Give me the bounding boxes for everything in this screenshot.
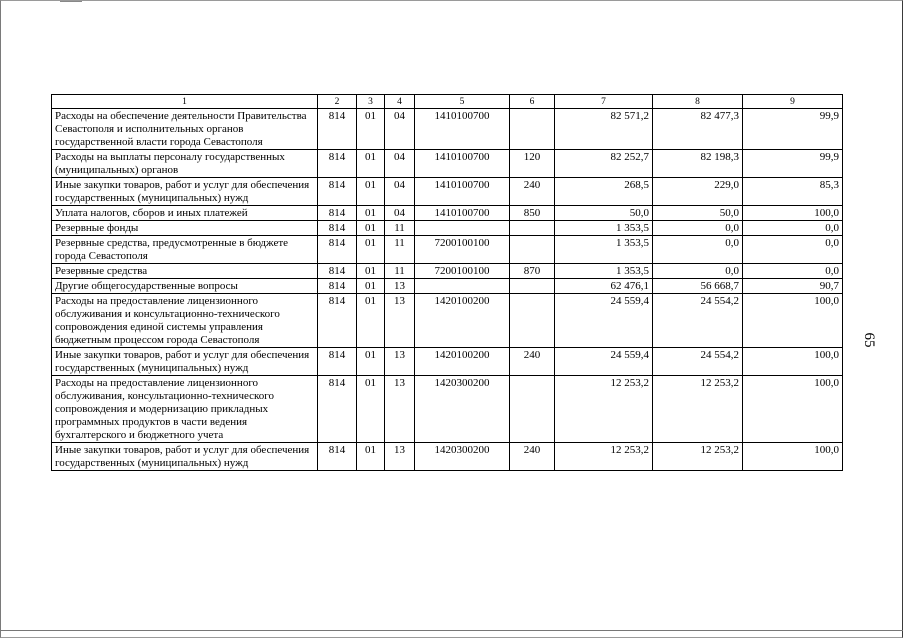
department-code-cell: 814 (318, 376, 357, 443)
planned-amount-cell: 1 353,5 (555, 221, 653, 236)
actual-amount-cell: 0,0 (653, 236, 743, 264)
execution-percent-cell: 100,0 (743, 206, 843, 221)
planned-amount-cell: 1 353,5 (555, 236, 653, 264)
table-row (52, 221, 843, 236)
expense-type-cell: 120 (510, 150, 555, 178)
target-article-cell: 7200100100 (415, 264, 510, 279)
actual-amount-cell: 12 253,2 (653, 376, 743, 443)
column-header: 4 (385, 95, 415, 109)
department-code-cell: 814 (318, 150, 357, 178)
section-code-cell: 01 (357, 178, 385, 206)
section-code-cell: 01 (357, 443, 385, 471)
section-code-cell: 01 (357, 236, 385, 264)
table-row (52, 348, 843, 376)
subsection-code-cell: 13 (385, 279, 415, 294)
target-article-cell: 1410100700 (415, 150, 510, 178)
subsection-code-cell: 13 (385, 376, 415, 443)
department-code-cell: 814 (318, 348, 357, 376)
department-code-cell: 814 (318, 109, 357, 150)
planned-amount-cell: 24 559,4 (555, 348, 653, 376)
section-code-cell: 01 (357, 294, 385, 348)
column-header: 2 (318, 95, 357, 109)
table-row (52, 376, 843, 443)
execution-percent-cell: 90,7 (743, 279, 843, 294)
target-article-cell: 1420100200 (415, 348, 510, 376)
column-header: 8 (653, 95, 743, 109)
table-header-row (52, 95, 843, 109)
execution-percent-cell: 85,3 (743, 178, 843, 206)
page-number: 65 (861, 332, 877, 348)
planned-amount-cell: 82 571,2 (555, 109, 653, 150)
table-row (52, 264, 843, 279)
department-code-cell: 814 (318, 264, 357, 279)
department-code-cell: 814 (318, 178, 357, 206)
column-header: 5 (415, 95, 510, 109)
planned-amount-cell: 12 253,2 (555, 443, 653, 471)
section-code-cell: 01 (357, 109, 385, 150)
actual-amount-cell: 56 668,7 (653, 279, 743, 294)
column-header: 7 (555, 95, 653, 109)
budget-table (51, 94, 843, 471)
section-code-cell: 01 (357, 279, 385, 294)
scan-mark (60, 1, 82, 2)
expense-type-cell (510, 109, 555, 150)
target-article-cell: 7200100100 (415, 236, 510, 264)
expense-type-cell (510, 221, 555, 236)
actual-amount-cell: 82 477,3 (653, 109, 743, 150)
expense-type-cell (510, 279, 555, 294)
column-header: 9 (743, 95, 843, 109)
table-row (52, 109, 843, 150)
target-article-cell: 1420100200 (415, 294, 510, 348)
expense-name-cell: Резервные фонды (52, 221, 318, 236)
planned-amount-cell: 12 253,2 (555, 376, 653, 443)
execution-percent-cell: 0,0 (743, 236, 843, 264)
actual-amount-cell: 0,0 (653, 221, 743, 236)
subsection-code-cell: 13 (385, 348, 415, 376)
subsection-code-cell: 11 (385, 264, 415, 279)
target-article-cell: 1410100700 (415, 206, 510, 221)
execution-percent-cell: 100,0 (743, 376, 843, 443)
section-code-cell: 01 (357, 264, 385, 279)
section-code-cell: 01 (357, 221, 385, 236)
table-row (52, 443, 843, 471)
table-row (52, 206, 843, 221)
actual-amount-cell: 229,0 (653, 178, 743, 206)
planned-amount-cell: 50,0 (555, 206, 653, 221)
target-article-cell: 1410100700 (415, 178, 510, 206)
expense-type-cell: 240 (510, 443, 555, 471)
expense-name-cell: Резервные средства, предусмотренные в бюджете города Севастополя (52, 236, 318, 264)
column-header: 1 (52, 95, 318, 109)
subsection-code-cell: 11 (385, 221, 415, 236)
table-row (52, 150, 843, 178)
expense-name-cell: Расходы на предоставление лицензионного обслуживания и консультационно-технического сопровождения единой системы управления бюджетным процессом города Севастополя (52, 294, 318, 348)
subsection-code-cell: 11 (385, 236, 415, 264)
table-body (52, 109, 843, 471)
subsection-code-cell: 13 (385, 443, 415, 471)
expense-type-cell (510, 236, 555, 264)
expense-name-cell: Другие общегосударственные вопросы (52, 279, 318, 294)
table-row (52, 279, 843, 294)
subsection-code-cell: 04 (385, 178, 415, 206)
actual-amount-cell: 50,0 (653, 206, 743, 221)
expense-name-cell: Иные закупки товаров, работ и услуг для обеспечения государственных (муниципальных) нужд (52, 443, 318, 471)
expense-type-cell (510, 376, 555, 443)
department-code-cell: 814 (318, 443, 357, 471)
department-code-cell: 814 (318, 206, 357, 221)
planned-amount-cell: 24 559,4 (555, 294, 653, 348)
section-code-cell: 01 (357, 206, 385, 221)
department-code-cell: 814 (318, 221, 357, 236)
execution-percent-cell: 0,0 (743, 221, 843, 236)
column-header: 6 (510, 95, 555, 109)
column-header: 3 (357, 95, 385, 109)
expense-name-cell: Уплата налогов, сборов и иных платежей (52, 206, 318, 221)
expense-name-cell: Иные закупки товаров, работ и услуг для обеспечения государственных (муниципальных) нужд (52, 178, 318, 206)
subsection-code-cell: 13 (385, 294, 415, 348)
scan-edge-line (0, 630, 903, 631)
planned-amount-cell: 62 476,1 (555, 279, 653, 294)
expense-type-cell: 850 (510, 206, 555, 221)
section-code-cell: 01 (357, 348, 385, 376)
actual-amount-cell: 82 198,3 (653, 150, 743, 178)
expense-name-cell: Расходы на обеспечение деятельности Правительства Севастополя и исполнительных органов государственной власти города Севастополя (52, 109, 318, 150)
execution-percent-cell: 0,0 (743, 264, 843, 279)
expense-name-cell: Иные закупки товаров, работ и услуг для обеспечения государственных (муниципальных) нужд (52, 348, 318, 376)
execution-percent-cell: 100,0 (743, 443, 843, 471)
actual-amount-cell: 12 253,2 (653, 443, 743, 471)
actual-amount-cell: 24 554,2 (653, 294, 743, 348)
target-article-cell: 1420300200 (415, 376, 510, 443)
expense-type-cell: 240 (510, 348, 555, 376)
expense-name-cell: Расходы на выплаты персоналу государственных (муниципальных) органов (52, 150, 318, 178)
department-code-cell: 814 (318, 294, 357, 348)
target-article-cell (415, 221, 510, 236)
execution-percent-cell: 99,9 (743, 150, 843, 178)
target-article-cell (415, 279, 510, 294)
actual-amount-cell: 24 554,2 (653, 348, 743, 376)
target-article-cell: 1420300200 (415, 443, 510, 471)
execution-percent-cell: 100,0 (743, 348, 843, 376)
execution-percent-cell: 100,0 (743, 294, 843, 348)
subsection-code-cell: 04 (385, 109, 415, 150)
execution-percent-cell: 99,9 (743, 109, 843, 150)
planned-amount-cell: 268,5 (555, 178, 653, 206)
table-row (52, 178, 843, 206)
subsection-code-cell: 04 (385, 150, 415, 178)
section-code-cell: 01 (357, 150, 385, 178)
section-code-cell: 01 (357, 376, 385, 443)
target-article-cell: 1410100700 (415, 109, 510, 150)
table-row (52, 294, 843, 348)
table-row (52, 236, 843, 264)
expense-type-cell: 240 (510, 178, 555, 206)
expense-type-cell (510, 294, 555, 348)
expense-name-cell: Резервные средства (52, 264, 318, 279)
expense-name-cell: Расходы на предоставление лицензионного обслуживания, консультационно-технического сопровождения и модернизацию прикладных программных продуктов в части ведения бухгалтерского и бюджетного учета (52, 376, 318, 443)
department-code-cell: 814 (318, 236, 357, 264)
department-code-cell: 814 (318, 279, 357, 294)
actual-amount-cell: 0,0 (653, 264, 743, 279)
expense-type-cell: 870 (510, 264, 555, 279)
planned-amount-cell: 1 353,5 (555, 264, 653, 279)
planned-amount-cell: 82 252,7 (555, 150, 653, 178)
subsection-code-cell: 04 (385, 206, 415, 221)
